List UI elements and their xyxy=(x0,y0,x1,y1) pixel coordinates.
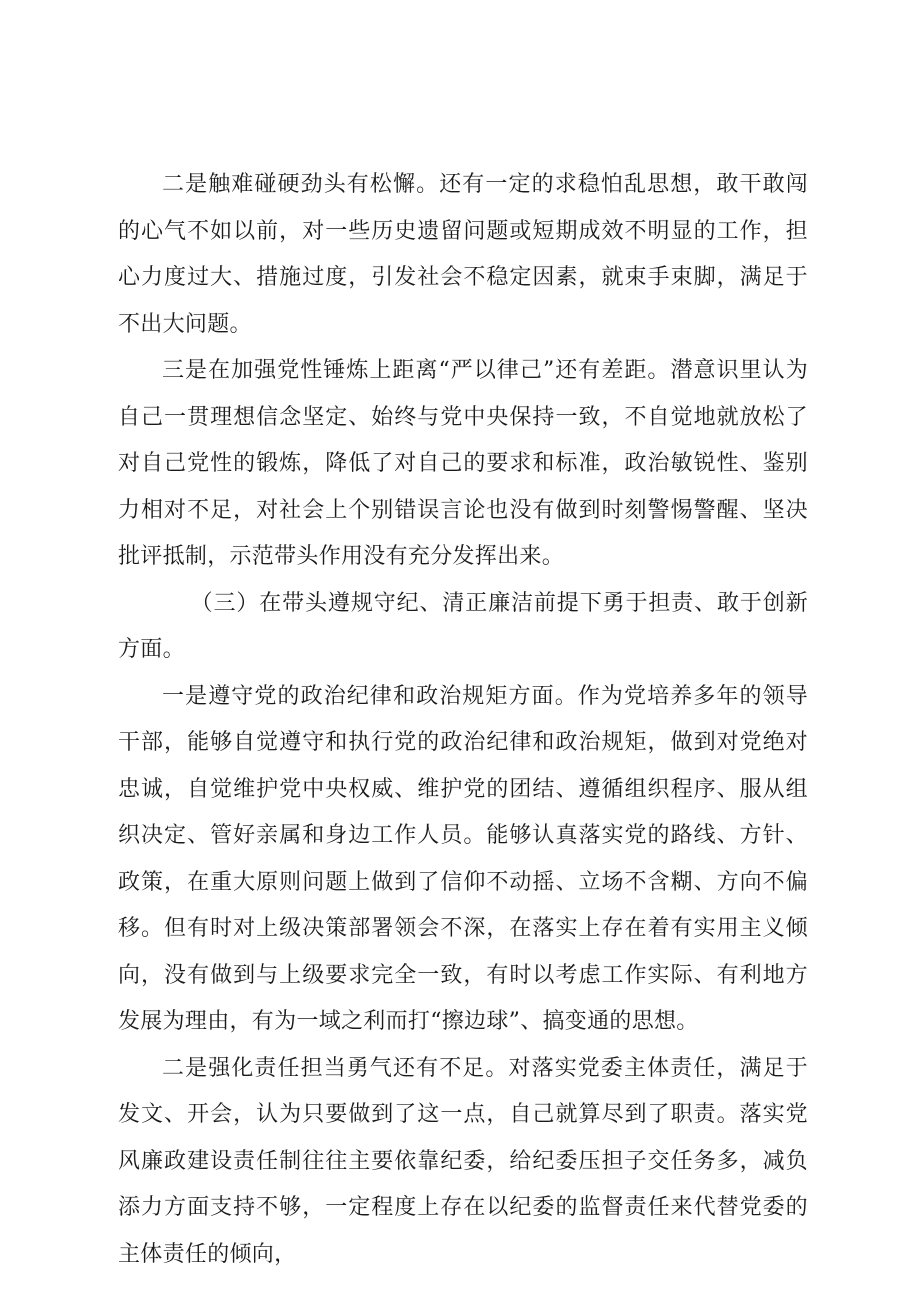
paragraph-responsibility-courage: 二是强化责任担当勇气还有不足。对落实党委主体责任，满足于发文、开会，认为只要做到了这一点，自己就算尽到了职责。落实党风廉政建设责任制往往主要依靠纪委，给纪委压担子交任务多，减负添力方面支持不够，一定程度上存在以纪委的监督责任来代替党委的主体责任的倾向， xyxy=(118,1055,808,1267)
document-body xyxy=(118,162,808,1278)
paragraph-political-discipline: 一是遵守党的政治纪律和政治规矩方面。作为党培养多年的领导干部，能够自觉遵守和执行党的政治纪律和政治规矩，做到对党绝对忠诚，自觉维护党中央权威、维护党的团结、遵循组织程序、服从组织决定、管好亲属和身边工作人员。能够认真落实党的路线、方针、政策，在重大原则问题上做到了信仰不动摇、立场不含糊、方向不偏移。但有时对上级决策部署领会不深，在落实上存在着有实用主义倾向，没有做到与上级要求完全一致，有时以考虑工作实际、有利地方发展为理由，有为一域之利而打“擦边球”、搞变通的思想。 xyxy=(118,683,808,1034)
paragraph-touch-hard-issues: 二是触难碰硬劲头有松懈。还有一定的求稳怕乱思想，敢干敢闯的心气不如以前，对一些历史遗留问题或短期成效不明显的工作，担心力度过大、措施过度，引发社会不稳定因素，就束手束脚，满足于不出大问题。 xyxy=(118,172,808,337)
section-heading-three: （三）在带头遵规守纪、清正廉洁前提下勇于担责、敢于创新方面。 xyxy=(118,590,808,662)
paragraph-party-spirit-tempering: 三是在加强党性锤炼上距离“严以律己”还有差距。潜意识里认为自己一贯理想信念坚定、始终与党中央保持一致，不自觉地就放松了对自己党性的锻炼，降低了对自己的要求和标准，政治敏锐性、鉴别力相对不足，对社会上个别错误言论也没有做到时刻警惕警醒、坚决批评抵制，示范带头作用没有充分发挥出来。 xyxy=(118,358,808,569)
